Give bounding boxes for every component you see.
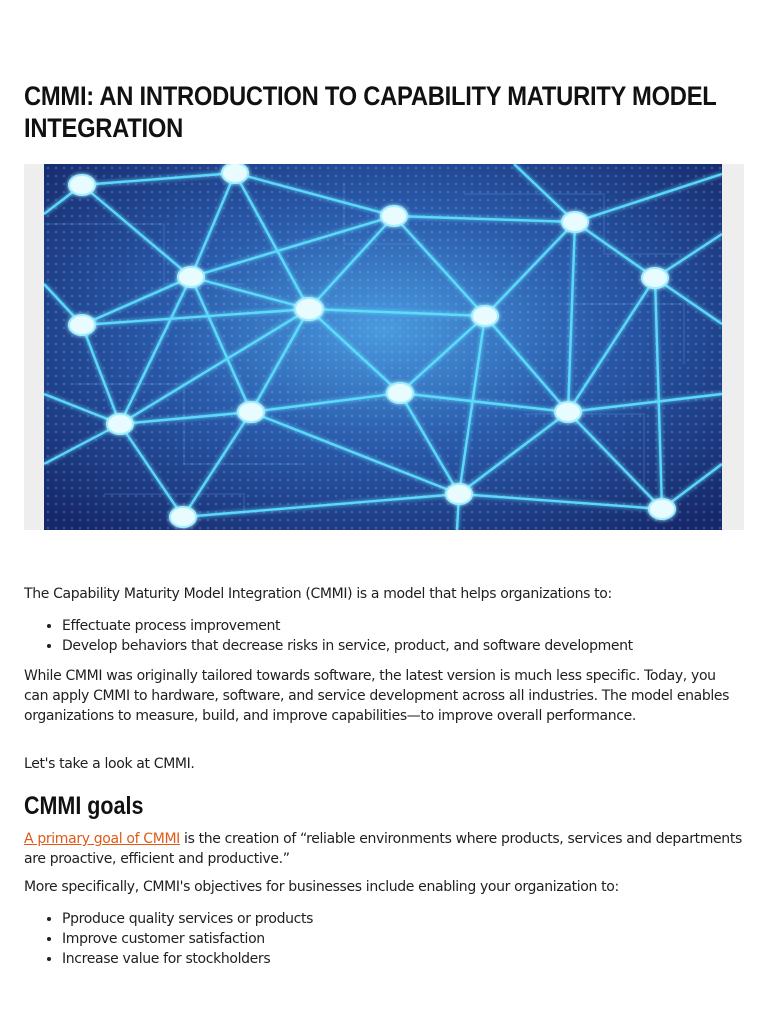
objectives-paragraph: More specifically, CMMI's objectives for businesses include enabling your organization to:: [24, 879, 619, 895]
goals-heading: CMMI goals: [24, 792, 144, 820]
primary-goal-link[interactable]: A primary goal of CMMI: [24, 831, 180, 847]
look-paragraph: Let's take a look at CMMI.: [24, 756, 195, 772]
list-item: • Increase value for stockholders: [62, 949, 313, 969]
goal-paragraph: [24, 829, 742, 869]
objectives-list: [24, 909, 313, 969]
goal-quote: is the creation of “reliable environments where products, services and departments are proactive, efficient and productive.”: [24, 831, 742, 867]
page-title: CMMI: AN INTRODUCTION TO CAPABILITY MATURITY MODEL INTEGRATION: [24, 81, 717, 143]
list-item: • Pproduce quality services or products: [62, 909, 313, 929]
intro-paragraph: The Capability Maturity Model Integration (CMMI) is a model that helps organizations to:: [24, 586, 612, 602]
list-item: • Improve customer satisfaction: [62, 929, 313, 949]
list-item: • Develop behaviors that decrease risks in service, product, and software development: [62, 636, 633, 656]
hero-image: [24, 164, 744, 530]
intro-list: [24, 616, 633, 656]
network-mesh-icon: [44, 164, 722, 530]
list-item: • Effectuate process improvement: [62, 616, 633, 636]
while-paragraph: While CMMI was originally tailored towards software, the latest version is much less specific. Today, you can apply CMMI to hardware, software, and service development across all industries. The model enables organizations to measure, build, and improve capabilities—to improve overall performance.: [24, 668, 730, 724]
